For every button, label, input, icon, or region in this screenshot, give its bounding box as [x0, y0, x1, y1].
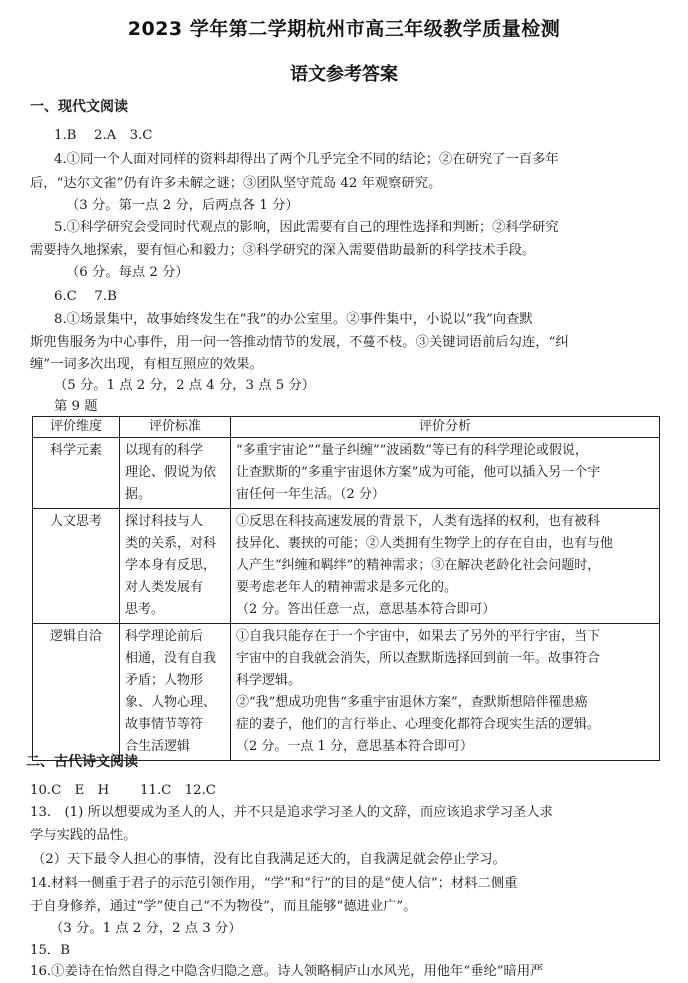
question-label: 第 9 题 [54, 399, 98, 414]
answer-line: 14.材料一侧重于君子的示范引领作用，“学”和“行”的目的是“使人信”；材料二侧重 [30, 876, 518, 891]
answer-line: 15．B [30, 943, 70, 958]
table-header-cell: 评价维度 [33, 417, 120, 438]
cell-line: 矛盾；人物形 [125, 673, 204, 688]
table-row [33, 509, 660, 624]
answer-line: 学与实践的品性。 [30, 828, 137, 843]
scoring-note: （3 分。1 点 2 分，2 点 3 分） [50, 921, 242, 936]
table-header-cell: 评价标准 [120, 417, 231, 438]
analysis-cell [231, 509, 660, 624]
cell-line: 人产生“纠缠和羁绊”的精神需求；③在解决老龄化社会问题时， [236, 558, 601, 573]
cell-line: 宇宙中的自我就会消失，所以查默斯选择回到前一年。故事符合 [236, 651, 601, 666]
table-header-row [33, 417, 660, 438]
section-heading-classical-reading: 二、古代诗文阅读 [26, 754, 138, 770]
cell-line: 技异化、裹挟的可能；②人类拥有生物学上的存在自由，也有与他 [236, 536, 614, 551]
cell-line: 故事情节等符 [125, 717, 204, 732]
standard-cell [120, 624, 231, 761]
cell-line: ①反思在科技高速发展的背景下，人类有选择的权利，也有被科 [236, 514, 601, 529]
page-subtitle: 语文参考答案 [290, 64, 398, 85]
answer-line: 后，“达尔文雀”仍有许多未解之谜；③团队坚守荒岛 42 年观察研究。 [30, 176, 442, 191]
cell-line: 象、人物心理、 [125, 695, 217, 710]
answer-line: 斯兜售服务为中心事件，用一问一答推动情节的发展，不蔓不枝。③关键词语前后勾连，“纠 [30, 335, 569, 350]
answer-line: 13. (1) 所以想要成为圣人的人，并不只是追求学习圣人的文辞，而应该追求学习圣人求 [30, 805, 553, 820]
cell-line: “多重宇宙论”“量子纠缠”“波函数”等已有的科学理论或假说， [236, 443, 588, 458]
cell-line: 相通，没有自我 [125, 651, 217, 666]
answer-line: 缠”一词多次出现，有相互照应的效果。 [30, 357, 263, 372]
answer-line: 5.①科学研究会受同时代观点的影响，因此需要有自己的理性选择和判断；②科学研究 [54, 220, 559, 235]
table-header-cell: 评价分析 [231, 417, 660, 438]
cell-line: （2 分。答出任意一点，意思基本符合即可） [236, 602, 496, 617]
dimension-cell: 逻辑自洽 [33, 624, 120, 761]
page-title: 2023 学年第二学期杭州市高三年级教学质量检测 [127, 18, 561, 40]
cell-line: 科学逻辑。 [236, 673, 302, 688]
cell-line: 合生活逻辑 [125, 739, 191, 754]
answer-line: 1.B 2.A 3.C [54, 128, 153, 143]
analysis-cell [231, 438, 660, 509]
cell-line: ①自我只能存在于一个宇宙中，如果去了另外的平行宇宙，当下 [236, 629, 601, 644]
answer-line: 需要持久地探索，要有恒心和毅力；③科学研究的深入需要借助最新的科学技术手段。 [30, 243, 536, 258]
cell-line: 要考虑老年人的精神需求是多元化的。 [236, 580, 458, 595]
answer-line: 8.①场景集中，故事始终发生在“我”的办公室里。②事件集中，小说以“我”向查默 [54, 312, 533, 327]
cell-line: ②“我”想成功兜售“多重宇宙退休方案”，查默斯想陪伴罹患癌 [236, 695, 588, 710]
cell-line: 对人类发展有 [125, 580, 204, 595]
answer-line: 4.①同一个人面对同样的资料却得出了两个几乎完全不同的结论；②在研究了一百多年 [54, 152, 559, 167]
cell-line: 思考。 [125, 602, 165, 617]
answer-line: （2）天下最令人担心的事情，没有比自我满足还大的，自我满足就会停止学习。 [32, 852, 506, 867]
answer-line: 6.C 7.B [54, 289, 117, 304]
cell-line: 类的关系，对科 [125, 536, 217, 551]
cell-line: 以现有的科学 [125, 443, 204, 458]
cell-line: 宙任何一年生活。（2 分） [236, 487, 385, 502]
table-row [33, 438, 660, 509]
dimension-cell: 科学元素 [33, 438, 120, 509]
cell-line: 据。 [125, 487, 152, 502]
answer-line: 于自身修养，通过“学”使自己“不为物役”，而且能够“德进业广”。 [30, 899, 417, 914]
cell-line: 让查默斯的“多重宇宙退休方案”成为可能，他可以插入另一个宇 [236, 465, 601, 480]
table-row [33, 624, 660, 761]
answer-line: 10.C E H 11.C 12.C [30, 783, 216, 798]
scoring-note: （3 分。第一点 2 分，后两点各 1 分） [66, 198, 299, 213]
standard-cell [120, 509, 231, 624]
cell-line: 探讨科技与人 [125, 514, 204, 529]
standard-cell [120, 438, 231, 509]
question-9-table [32, 416, 660, 761]
section-heading-modern-reading: 一、现代文阅读 [30, 99, 128, 115]
cell-line: 理论、假说为依 [125, 465, 217, 480]
cell-line: 学本身有反思， [125, 558, 217, 573]
cell-line: 科学理论前后 [125, 629, 204, 644]
cell-line: 症的妻子，他们的言行举止、心理变化都符合现实生活的逻辑。 [236, 717, 601, 732]
scoring-note: （5 分。1 点 2 分，2 点 4 分，3 点 5 分） [54, 378, 316, 393]
answer-line: 16.①姜诗在怡然自得之中隐含归隐之意。诗人领略桐庐山水风光，用他年“垂纶”暗用严 [30, 964, 544, 979]
dimension-cell: 人文思考 [33, 509, 120, 624]
analysis-cell [231, 624, 660, 761]
scoring-note: （6 分。每点 2 分） [66, 265, 189, 280]
cell-line: （2 分。一点 1 分，意思基本符合即可） [236, 739, 473, 754]
